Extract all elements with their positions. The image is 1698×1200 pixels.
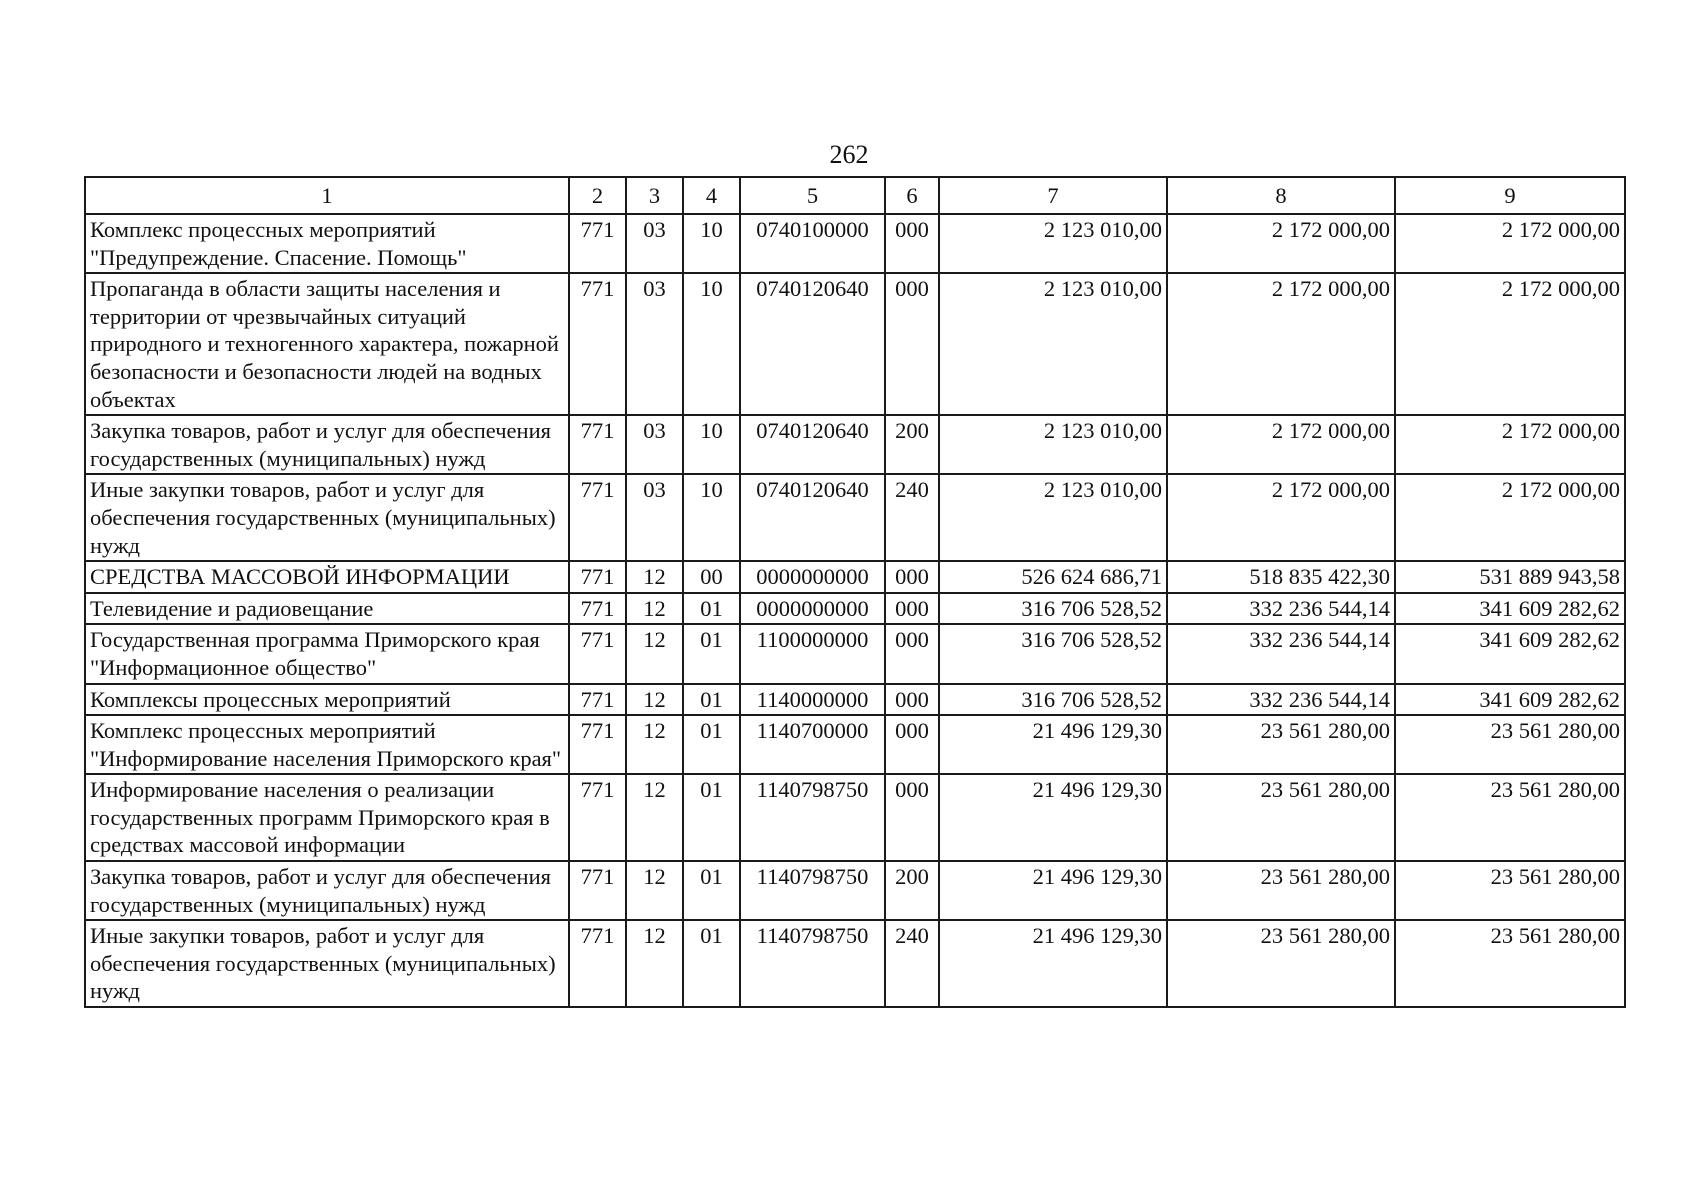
amount-cell: 526 624 686,71 — [939, 561, 1167, 593]
amount-cell: 23 561 280,00 — [1167, 774, 1395, 861]
section-cell: 03 — [626, 214, 683, 273]
subsection-cell: 01 — [683, 774, 740, 861]
amount-cell: 23 561 280,00 — [1167, 920, 1395, 1007]
subsection-cell: 00 — [683, 561, 740, 593]
expense-type-cell: 000 — [885, 593, 939, 625]
expense-type-cell: 240 — [885, 474, 939, 561]
amount-cell: 21 496 129,30 — [939, 715, 1167, 774]
target-article-cell: 0740120640 — [740, 273, 885, 415]
page-number: 262 — [829, 140, 869, 169]
subsection-cell: 01 — [683, 684, 740, 716]
amount-cell: 2 172 000,00 — [1167, 214, 1395, 273]
amount-cell: 23 561 280,00 — [1395, 861, 1625, 920]
section-cell: 03 — [626, 474, 683, 561]
subsection-cell: 10 — [683, 273, 740, 415]
amount-cell: 23 561 280,00 — [1395, 774, 1625, 861]
column-header: 3 — [626, 177, 683, 214]
code-cell: 771 — [569, 861, 626, 920]
amount-cell: 2 123 010,00 — [939, 214, 1167, 273]
row-name-cell: Информирование населения о реализации государственных программ Приморского края в средствах массовой информации — [85, 774, 569, 861]
subsection-cell: 01 — [683, 624, 740, 683]
amount-cell: 341 609 282,62 — [1395, 624, 1625, 683]
column-header: 2 — [569, 177, 626, 214]
amount-cell: 2 123 010,00 — [939, 474, 1167, 561]
row-name-cell: Комплекс процессных мероприятий "Информирование населения Приморского края" — [85, 715, 569, 774]
row-name-cell: СРЕДСТВА МАССОВОЙ ИНФОРМАЦИИ — [85, 561, 569, 593]
row-name-cell: Телевидение и радиовещание — [85, 593, 569, 625]
amount-cell: 2 172 000,00 — [1395, 474, 1625, 561]
amount-cell: 341 609 282,62 — [1395, 593, 1625, 625]
subsection-cell: 10 — [683, 214, 740, 273]
row-name-cell: Комплекс процессных мероприятий "Предупреждение. Спасение. Помощь" — [85, 214, 569, 273]
amount-cell: 316 706 528,52 — [939, 684, 1167, 716]
amount-cell: 332 236 544,14 — [1167, 624, 1395, 683]
expense-type-cell: 200 — [885, 415, 939, 474]
table-body — [85, 214, 1625, 1007]
row-name-cell: Иные закупки товаров, работ и услуг для обеспечения государственных (муниципальных) нужд — [85, 474, 569, 561]
table-row — [85, 715, 1625, 774]
subsection-cell: 01 — [683, 920, 740, 1007]
row-name-cell: Закупка товаров, работ и услуг для обеспечения государственных (муниципальных) нужд — [85, 861, 569, 920]
column-header: 9 — [1395, 177, 1625, 214]
code-cell: 771 — [569, 214, 626, 273]
table-row — [85, 920, 1625, 1007]
section-cell: 12 — [626, 684, 683, 716]
amount-cell: 23 561 280,00 — [1395, 920, 1625, 1007]
amount-cell: 2 172 000,00 — [1167, 415, 1395, 474]
table-row — [85, 624, 1625, 683]
table-row — [85, 415, 1625, 474]
code-cell: 771 — [569, 624, 626, 683]
expense-type-cell: 000 — [885, 684, 939, 716]
code-cell: 771 — [569, 593, 626, 625]
subsection-cell: 10 — [683, 415, 740, 474]
row-name-cell: Государственная программа Приморского края "Информационное общество" — [85, 624, 569, 683]
column-header: 6 — [885, 177, 939, 214]
amount-cell: 531 889 943,58 — [1395, 561, 1625, 593]
target-article-cell: 1140798750 — [740, 920, 885, 1007]
target-article-cell: 0000000000 — [740, 561, 885, 593]
amount-cell: 2 172 000,00 — [1167, 273, 1395, 415]
amount-cell: 21 496 129,30 — [939, 920, 1167, 1007]
code-cell: 771 — [569, 684, 626, 716]
code-cell: 771 — [569, 561, 626, 593]
target-article-cell: 1140798750 — [740, 861, 885, 920]
table-row — [85, 593, 1625, 625]
code-cell: 771 — [569, 415, 626, 474]
budget-table — [84, 176, 1626, 1008]
column-header: 4 — [683, 177, 740, 214]
code-cell: 771 — [569, 474, 626, 561]
row-name-cell: Иные закупки товаров, работ и услуг для обеспечения государственных (муниципальных) нужд — [85, 920, 569, 1007]
table-row — [85, 684, 1625, 716]
code-cell: 771 — [569, 273, 626, 415]
target-article-cell: 0740120640 — [740, 474, 885, 561]
amount-cell: 21 496 129,30 — [939, 861, 1167, 920]
section-cell: 12 — [626, 561, 683, 593]
expense-type-cell: 240 — [885, 920, 939, 1007]
table-row — [85, 561, 1625, 593]
amount-cell: 23 561 280,00 — [1167, 861, 1395, 920]
subsection-cell: 01 — [683, 715, 740, 774]
subsection-cell: 10 — [683, 474, 740, 561]
expense-type-cell: 000 — [885, 561, 939, 593]
subsection-cell: 01 — [683, 861, 740, 920]
section-cell: 03 — [626, 415, 683, 474]
target-article-cell: 1140798750 — [740, 774, 885, 861]
section-cell: 12 — [626, 774, 683, 861]
table-row — [85, 474, 1625, 561]
section-cell: 12 — [626, 624, 683, 683]
section-cell: 12 — [626, 920, 683, 1007]
code-cell: 771 — [569, 920, 626, 1007]
table-row — [85, 273, 1625, 415]
expense-type-cell: 000 — [885, 624, 939, 683]
amount-cell: 2 172 000,00 — [1395, 214, 1625, 273]
section-cell: 03 — [626, 273, 683, 415]
column-header: 5 — [740, 177, 885, 214]
amount-cell: 2 123 010,00 — [939, 273, 1167, 415]
table-row — [85, 774, 1625, 861]
row-name-cell: Комплексы процессных мероприятий — [85, 684, 569, 716]
amount-cell: 2 172 000,00 — [1167, 474, 1395, 561]
amount-cell: 23 561 280,00 — [1395, 715, 1625, 774]
table-header-row — [85, 177, 1625, 214]
expense-type-cell: 000 — [885, 774, 939, 861]
row-name-cell: Пропаганда в области защиты населения и территории от чрезвычайных ситуаций природного и техногенного характера, пожарной безопасности и безопасности людей на водных объектах — [85, 273, 569, 415]
code-cell: 771 — [569, 774, 626, 861]
target-article-cell: 1140700000 — [740, 715, 885, 774]
row-name-cell: Закупка товаров, работ и услуг для обеспечения государственных (муниципальных) нужд — [85, 415, 569, 474]
section-cell: 12 — [626, 593, 683, 625]
target-article-cell: 0740120640 — [740, 415, 885, 474]
column-header: 1 — [85, 177, 569, 214]
amount-cell: 332 236 544,14 — [1167, 684, 1395, 716]
target-article-cell: 0000000000 — [740, 593, 885, 625]
section-cell: 12 — [626, 715, 683, 774]
amount-cell: 332 236 544,14 — [1167, 593, 1395, 625]
expense-type-cell: 000 — [885, 273, 939, 415]
expense-type-cell: 000 — [885, 214, 939, 273]
amount-cell: 2 172 000,00 — [1395, 273, 1625, 415]
expense-type-cell: 000 — [885, 715, 939, 774]
target-article-cell: 1100000000 — [740, 624, 885, 683]
amount-cell: 21 496 129,30 — [939, 774, 1167, 861]
target-article-cell: 1140000000 — [740, 684, 885, 716]
section-cell: 12 — [626, 861, 683, 920]
amount-cell: 316 706 528,52 — [939, 593, 1167, 625]
target-article-cell: 0740100000 — [740, 214, 885, 273]
expense-type-cell: 200 — [885, 861, 939, 920]
amount-cell: 2 123 010,00 — [939, 415, 1167, 474]
amount-cell: 316 706 528,52 — [939, 624, 1167, 683]
amount-cell: 2 172 000,00 — [1395, 415, 1625, 474]
amount-cell: 518 835 422,30 — [1167, 561, 1395, 593]
amount-cell: 341 609 282,62 — [1395, 684, 1625, 716]
subsection-cell: 01 — [683, 593, 740, 625]
table-row — [85, 861, 1625, 920]
column-header: 8 — [1167, 177, 1395, 214]
column-header: 7 — [939, 177, 1167, 214]
amount-cell: 23 561 280,00 — [1167, 715, 1395, 774]
code-cell: 771 — [569, 715, 626, 774]
table-row — [85, 214, 1625, 273]
